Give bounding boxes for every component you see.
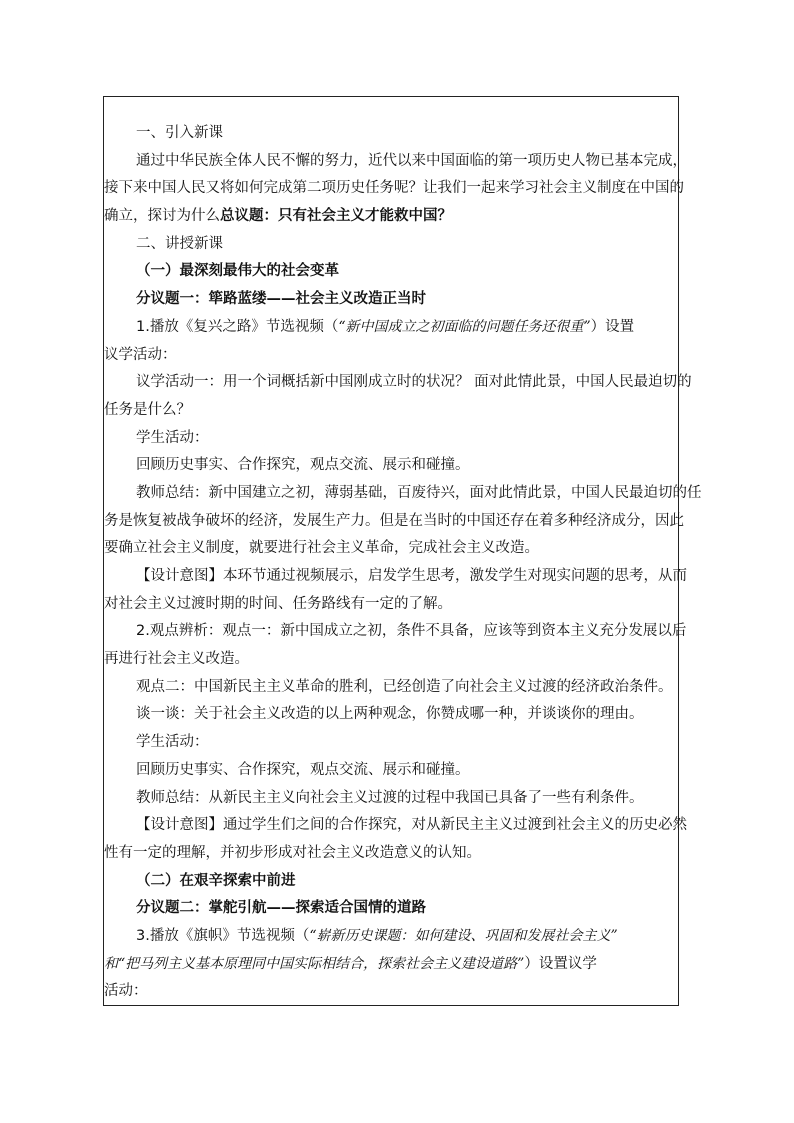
topic-heading: 分议题二：掌舵引航——探索适合国情的道路 (136, 900, 426, 917)
text-line: 回顾历史事实、合作探究，观点交流、展示和碰撞。 (136, 761, 470, 778)
text-line: 教师总结：新中国建立之初，薄弱基础，百废待兴，面对此情此景，中国人民最迫切的任 (136, 484, 702, 501)
text-line: 通过中华民族全体人民不懈的努力，近代以来中国面临的第一项历史人物已基本完成， (136, 152, 687, 169)
topic-heading: 分议题一：筚路蓝缕——社会主义改造正当时 (136, 291, 426, 308)
text-line: 议学活动一：用一个词概括新中国刚成立时的状况？ 面对此情此景，中国人民最迫切的 (136, 374, 692, 391)
text-line: 学生活动： (136, 429, 209, 446)
text-line: 1.播放《复兴之路》节选视频（“新中国成立之初面临的问题任务还很重”）设置 (136, 318, 635, 335)
text-line: 3.播放《旗帜》节选视频（“崭新历史课题：如何建设、巩固和发展社会主义” (136, 927, 618, 944)
text-line: 和“把马列主义基本原理同中国实际相结合，探索社会主义建设道路”）设置议学 (104, 955, 597, 972)
section-heading: 二、讲授新课 (136, 235, 223, 252)
text-line: 回顾历史事实、合作探究，观点交流、展示和碰撞。 (136, 457, 470, 474)
text-line: 2.观点辨析：观点一：新中国成立之初，条件不具备，应该等到资本主义充分发展以后 (136, 623, 687, 640)
text-line: 【设计意图】通过学生们之间的合作探究，对从新民主主义过渡到社会主义的历史必然 (136, 817, 687, 834)
text-line: 再进行社会主义改造。 (104, 651, 249, 668)
section-heading: （二）在艰辛探索中前进 (136, 872, 296, 889)
text-line: 一、引入新课 (136, 125, 223, 141)
text-line: 性有一定的理解，并初步形成对社会主义改造意义的认知。 (104, 844, 481, 861)
text-line: 务是恢复被战争破坏的经济，发展生产力。但是在当时的中国还存在着多种经济成分，因此 (104, 512, 684, 529)
document-body (104, 120, 702, 1006)
text-line: 要确立社会主义制度，就要进行社会主义革命，完成社会主义改造。 (104, 540, 539, 557)
text-line: 【设计意图】本环节通过视频展示，启发学生思考，激发学生对现实问题的思考，从而 (136, 568, 687, 584)
text-line: 活动： (104, 983, 148, 1000)
text-line: 教师总结：从新民主主义向社会主义过渡的过程中我国已具备了一些有利条件。 (136, 789, 644, 806)
text-line: 议学活动： (104, 346, 177, 363)
text-line: 对社会主义过渡时期的时间、任务路线有一定的了解。 (104, 595, 452, 612)
text-line: 观点二：中国新民主主义革命的胜利，已经创造了向社会主义过渡的经济政治条件。 (136, 678, 673, 695)
text-line: 接下来中国人民又将如何完成第二项历史任务呢？让我们一起来学习社会主义制度在中国的 (104, 180, 684, 197)
text-line: 学生活动： (136, 734, 209, 751)
section-heading: （一）最深刻最伟大的社会变革 (136, 263, 339, 280)
text-line: 谈一谈：关于社会主义改造的以上两种观念，你赞成哪一种，并谈谈你的理由。 (136, 706, 644, 723)
text-line: 任务是什么？ (104, 401, 191, 418)
text-line: 确立，探讨为什么总议题：只有社会主义才能救中国？ (104, 208, 452, 225)
